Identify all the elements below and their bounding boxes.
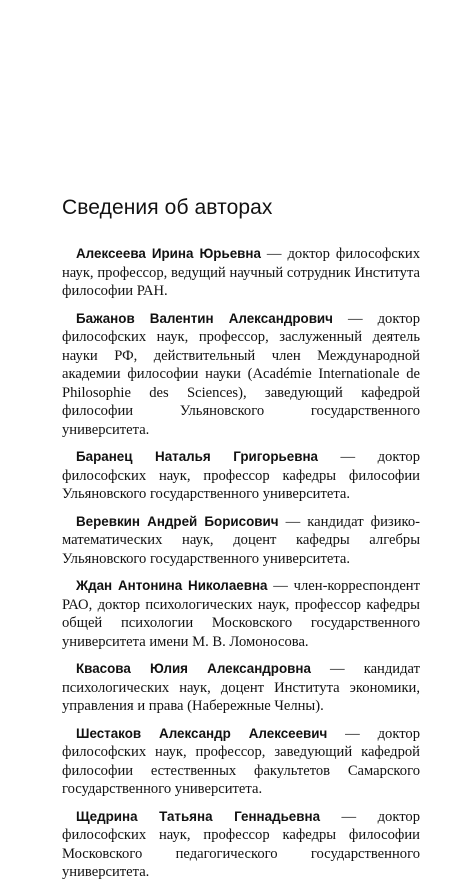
author-description: доктор философских наук, профессор кафедры философии Ульяновского государственного университета. (62, 449, 421, 502)
author-entry (62, 245, 420, 301)
dash-separator: — (332, 310, 378, 327)
author-description: доктор философских наук, профессор кафедры философии Московского педагогического государственного университета. (62, 808, 421, 880)
author-entry (62, 808, 420, 882)
dash-separator: — (260, 246, 288, 262)
authors-list (62, 245, 420, 891)
author-name: Щедрина Татьяна Геннадьевна (76, 808, 321, 824)
author-name: Бажанов Валентин Александрович (76, 310, 333, 326)
dash-separator: — (318, 449, 378, 465)
dash-separator: — (278, 513, 308, 530)
dash-separator: — (320, 808, 378, 825)
dash-separator: — (310, 661, 364, 677)
author-entry (62, 577, 420, 651)
author-description: доктор философских наук, профессор, ведущий научный сотрудник Института философии РАН. (62, 246, 420, 299)
author-description: кандидат психологических наук, доцент Института экономики, управления и права (Набережные Челны). (62, 661, 420, 714)
author-name: Шестаков Александр Алексеевич (76, 725, 328, 741)
dash-separator: — (267, 578, 294, 594)
author-name: Баранец Наталья Григорьевна (76, 449, 318, 464)
author-description: доктор философских наук, профессор, заслуженный деятель науки РФ, действительный член Международной академии философии науки (Académie Internationale de Philosophie des Sciences), заведующий кафедрой философии Ульяновского государственного университета. (62, 310, 420, 438)
author-name: Алексеева Ирина Юрьевна (76, 246, 261, 261)
author-description: кандидат физико-математических наук, доцент кафедры алгебры Ульяновского государственного университета. (62, 513, 421, 567)
author-entry (62, 310, 420, 440)
author-entry (62, 725, 420, 799)
author-name: Веревкин Андрей Борисович (76, 513, 279, 529)
author-name: Ждан Антонина Николаевна (76, 578, 268, 593)
author-entry (62, 513, 420, 569)
author-entry (62, 448, 420, 504)
dash-separator: — (327, 725, 378, 742)
author-description: член-корреспондент РАО, доктор психологических наук, профессор кафедры общей психологии Московского государственного университета имени М. В. Ломоносова. (62, 578, 420, 650)
section-title: Сведения об авторах (62, 196, 273, 219)
author-description: доктор философских наук, профессор, заведующий кафедрой философии естественных факультетов Самарского государственного университета. (62, 725, 420, 797)
author-entry (62, 660, 420, 716)
author-name: Квасова Юлия Александровна (76, 661, 311, 676)
